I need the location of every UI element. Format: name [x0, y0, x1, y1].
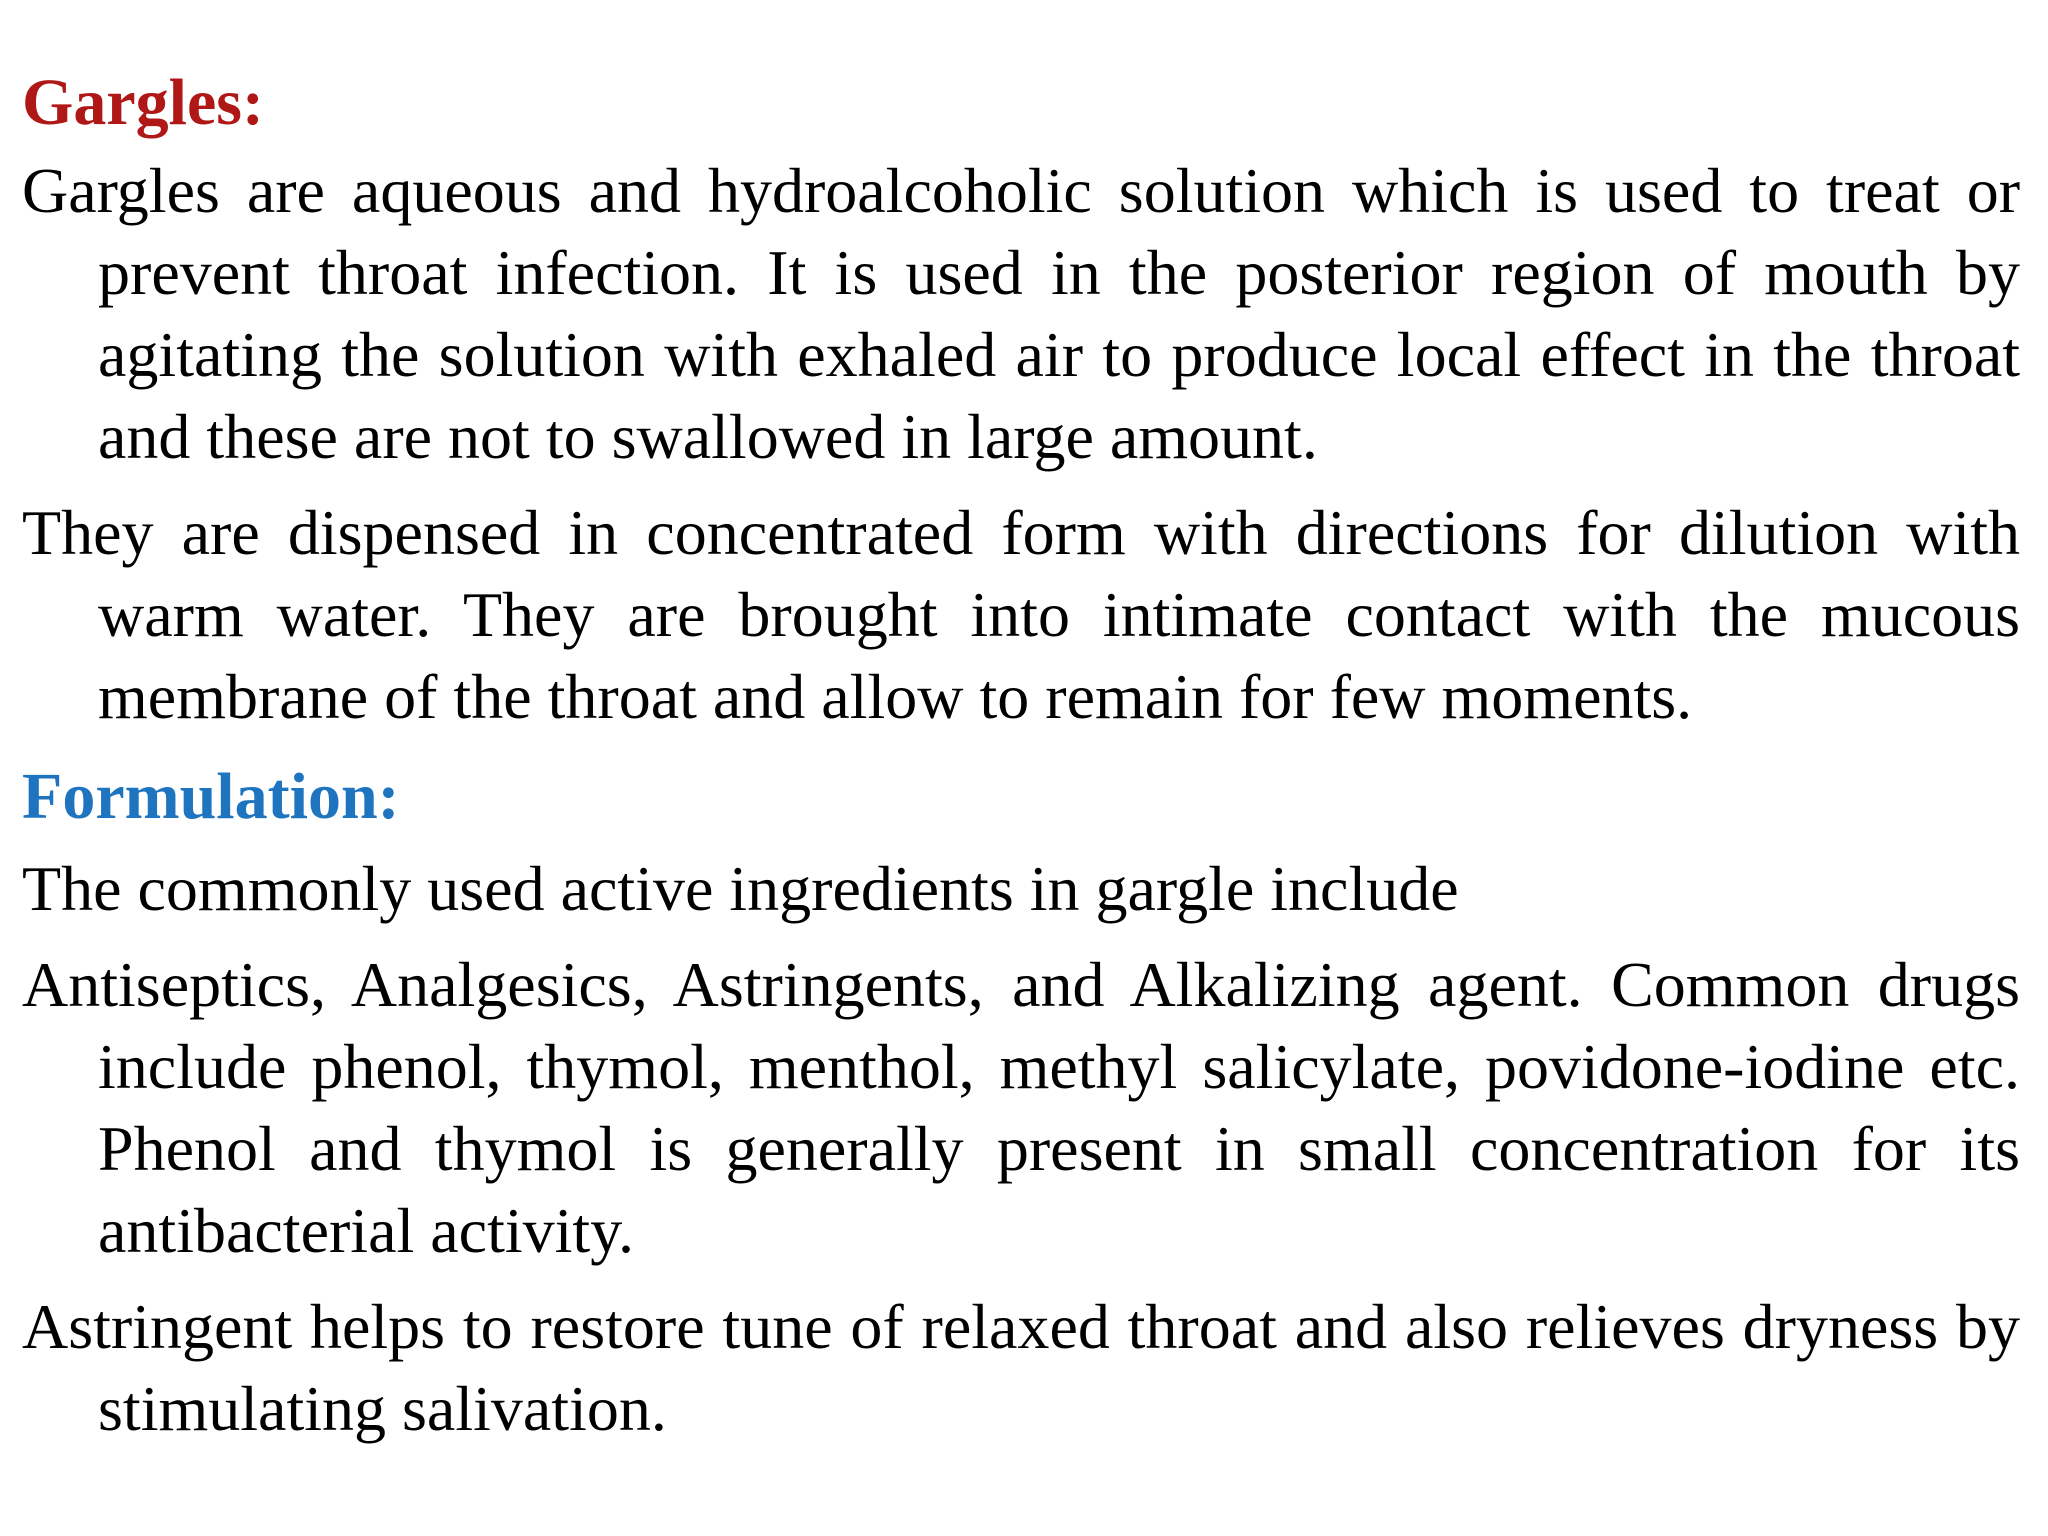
slide-content: [22, 58, 2020, 1450]
heading-gargles: Gargles:: [22, 66, 264, 139]
paragraph-ingredients-list: Antiseptics, Analgesics, Astringents, and Alkalizing agent. Common drugs include phenol, thymol, menthol, methyl salicylate, povidone-iodine etc. Phenol and thymol is generally present in small concentration for its antibacterial activity.: [22, 949, 2020, 1266]
paragraph-definition: Gargles are aqueous and hydroalcoholic solution which is used to treat or prevent throat infection. It is used in the posterior region of mouth by agitating the solution with exhaled air to produce local effect in the throat and these are not to swallowed in large amount.: [22, 155, 2020, 472]
paragraph-astringent: Astringent helps to restore tune of relaxed throat and also relieves dryness by stimulating salivation.: [22, 1291, 2020, 1444]
paragraph-ingredients-intro: The commonly used active ingredients in gargle include: [22, 853, 1459, 924]
paragraph-dispensing: They are dispensed in concentrated form with directions for dilution with warm water. They are brought into intimate contact with the mucous membrane of the throat and allow to remain for few moments.: [22, 497, 2020, 732]
heading-formulation: Formulation:: [22, 760, 400, 833]
